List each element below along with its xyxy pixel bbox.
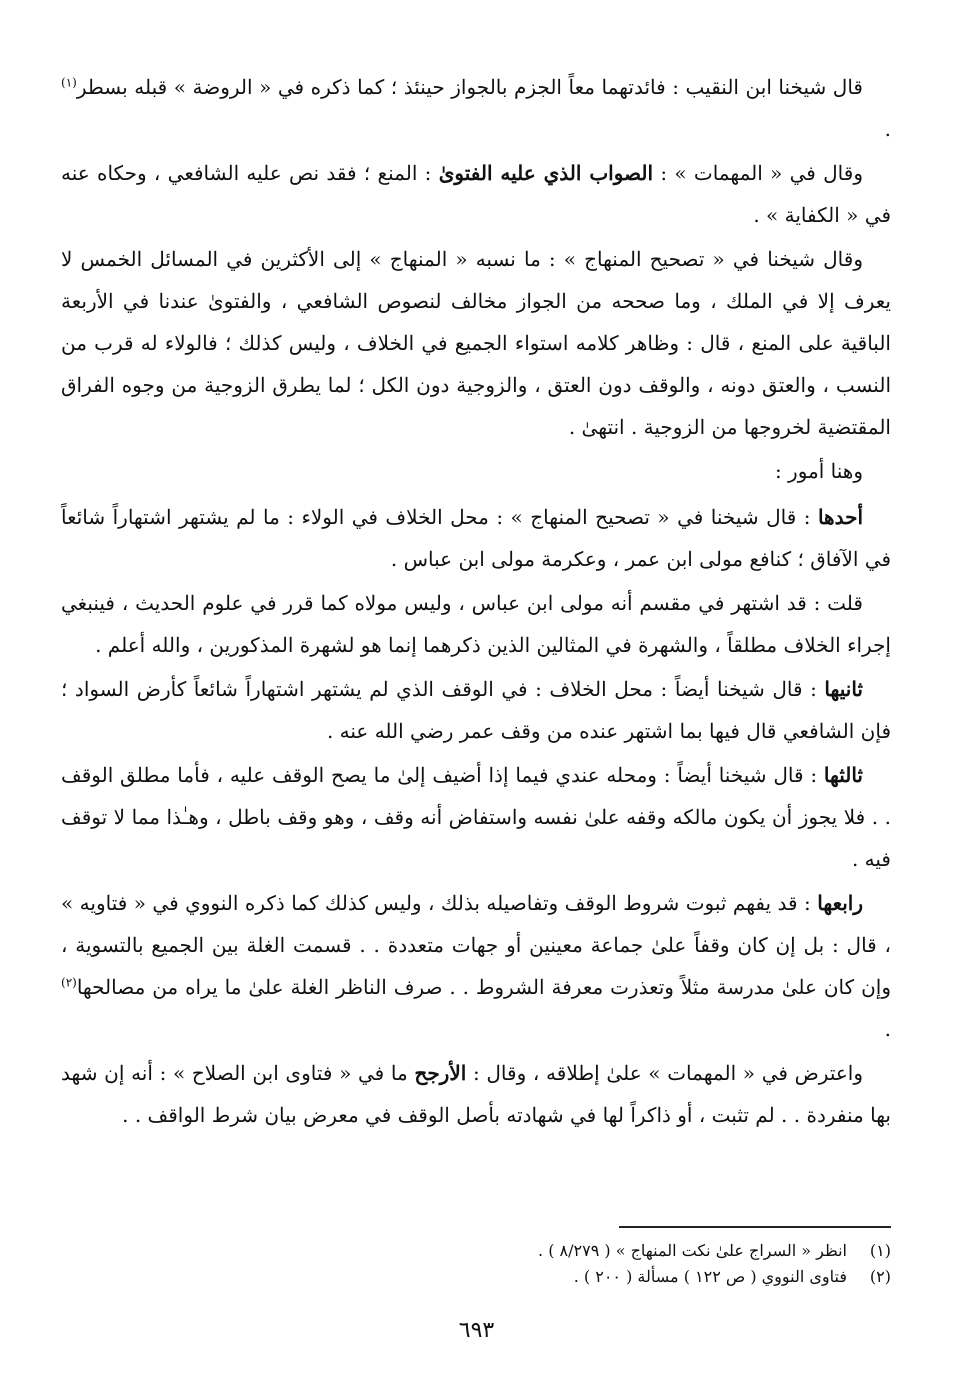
text-run: ما في « فتاوى ابن الصلاح » : أنه إن شهد بها منفردة . . لم تثبت ، أو ذاكراً لها في شهادته بأصل الوقف في معرض بيان شرط الواقف . . — [61, 1061, 891, 1127]
text-run: . — [884, 117, 891, 141]
text-run: . — [884, 1017, 891, 1041]
bold-phrase: ثانيها — [824, 677, 863, 701]
body-text — [61, 66, 891, 1138]
paragraph-p6 — [61, 582, 891, 666]
paragraph-p10 — [61, 1052, 891, 1136]
bold-phrase: ثالثها — [823, 763, 863, 787]
footnote-divider — [619, 1226, 891, 1228]
paragraph-p9 — [61, 882, 891, 1050]
footnote-number: (٢) — [869, 1267, 891, 1286]
text-run: : قد يفهم ثبوت شروط الوقف وتفاصيله بذلك ، وليس كذلك كما ذكره النووي في « فتاويه » ، قال : بل إن كان وقفاً علىٰ جماعة معينين أو جهات متعددة . . قسمت الغلة بين الجميع بالتسوية ، وإن كان علىٰ مدرسة مثلاً وتعذرت معرفة الشروط . . صرف الناظر الغلة علىٰ ما يراه من مصالحها — [61, 891, 891, 999]
footnote-reference: (٢) — [61, 975, 77, 990]
footnote-text: انظر « السراج علىٰ نكت المنهاج » ( ٨/٢٧٩ ) . — [538, 1241, 847, 1260]
text-run: وهنا أمور : — [774, 459, 863, 483]
paragraph-p5 — [61, 496, 891, 580]
text-run: : قال شيخنا في « تصحيح المنهاج » : محل الخلاف في الولاء : ما لم يشتهر اشتهاراً شائعاً في الآفاق ؛ كنافع مولى ابن عمر ، وعكرمة مولى ابن عباس . — [61, 505, 891, 571]
page-number: ٦٩٣ — [458, 1318, 495, 1343]
text-run: وقال شيخنا في « تصحيح المنهاج » : ما نسبه « المنهاج » إلى الأكثرين في المسائل الخمس لا يعرف إلا في الملك ، وما صححه من الجواز مخالف لنصوص الشافعي ، والفتوىٰ عندنا في الأربعة الباقية على المنع ، قال : وظاهر كلامه استواء الجميع في الخلاف ، وليس كذلك ؛ فالولاء له قرب من النسب ، والعتق دونه ، والوقف دون العتق ، والزوجية دون الكل ؛ لما يطرق الزوجية من وجوه الفراق المقتضية لخروجها من الزوجية . انتهىٰ . — [61, 247, 891, 439]
footnote-reference: (١) — [61, 75, 77, 90]
text-run: : قال شيخنا أيضاً : ومحله عندي فيما إذا أضيف إلىٰ ما يصح الوقف عليه ، فأما مطلق الوقف . . فلا يجوز أن يكون مالكه وقفه علىٰ نفسه واستفاض أنه وقف ، وهو وقف باطل ، وهـٰذا مما لا توقف فيه . — [61, 763, 891, 871]
footnote-item — [61, 1264, 891, 1290]
footnote-text: فتاوى النووي ( ص ١٢٢ ) مسألة ( ٢٠٠ ) . — [573, 1267, 847, 1286]
text-run: : قال شيخنا أيضاً : محل الخلاف : في الوقف الذي لم يشتهر اشتهاراً شائعاً كأرض السواد ؛ فإن الشافعي قال فيها بما اشتهر عنده من وقف عمر رضي الله عنه . — [61, 677, 891, 743]
text-run: : المنع ؛ فقد نص عليه الشافعي ، وحكاه عنه في « الكفاية » . — [61, 161, 891, 227]
paragraph-p7 — [61, 668, 891, 752]
text-run: وقال في « المهمات » : — [653, 161, 863, 185]
text-run: واعترض في « المهمات » علىٰ إطلاقه ، وقال : — [466, 1061, 864, 1085]
text-run: قلت : قد اشتهر في مقسم أنه مولى ابن عباس ، وليس مولاه كما قرر في علوم الحديث ، فينبغي إجراء الخلاف مطلقاً ، والشهرة في المثالين الذين ذكرهما إنما هو لشهرة المذكورين ، والله أعلم . — [61, 591, 891, 657]
footnote-item — [61, 1238, 891, 1264]
bold-phrase: رابعها — [817, 891, 863, 915]
bold-phrase: الأرجح — [414, 1061, 467, 1085]
text-run: قال شيخنا ابن النقيب : فائدتهما معاً الجزم بالجواز حينئذ ؛ كما ذكره في « الروضة » قبله بسطر — [76, 75, 863, 99]
paragraph-p2 — [61, 152, 891, 236]
paragraph-p8 — [61, 754, 891, 880]
footnote-number: (١) — [869, 1241, 891, 1260]
bold-phrase: الصواب الذي عليه الفتوىٰ — [438, 161, 654, 185]
bold-phrase: أحدها — [817, 505, 863, 529]
paragraph-p4 — [61, 450, 891, 492]
paragraph-p3 — [61, 238, 891, 448]
footnotes — [61, 1238, 891, 1290]
paragraph-p1 — [61, 66, 891, 150]
